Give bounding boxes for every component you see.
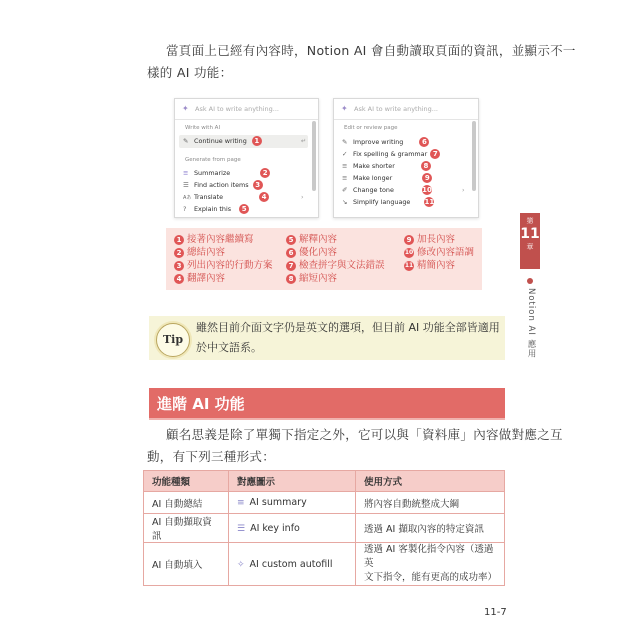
legend-item: 11 精簡內容	[404, 260, 456, 271]
improve-icon: ✎	[342, 138, 348, 146]
menu-item-improve: ✎ Improve writing 6	[342, 137, 429, 148]
legend-item: 5 解釋內容	[286, 234, 337, 246]
feature-table	[143, 470, 505, 586]
menu-item-summarize: ≡ Summarize 2	[183, 168, 270, 179]
legend-item: 10 修改內容語調	[404, 247, 475, 258]
table-row	[144, 543, 505, 586]
tip-text: 雖然目前介面文字仍是英文的選項，但目前 AI 功能全部皆適用於中文語系。	[196, 321, 500, 354]
number-badge: 5	[239, 204, 249, 214]
legend-item: 1 接著內容繼續寫	[174, 234, 254, 246]
menu-item-simplify: ↘ Simplify language 11	[342, 198, 435, 206]
translate-icon: Aあ	[183, 195, 192, 201]
menu-item-translate: Aあ Translate 4 ›	[183, 192, 269, 203]
column-header: 功能種類	[144, 471, 229, 492]
number-badge: 11	[424, 198, 435, 206]
feature-icon-cell: ≡ AI summary	[229, 492, 356, 514]
menu-item-continue: ✎ Continue writing 1 ↵	[183, 137, 307, 145]
section-underline	[149, 418, 505, 420]
list-icon: ☰	[183, 181, 189, 189]
column-header: 使用方式	[356, 471, 505, 492]
intro-line-2: 樣的 AI 功能：	[147, 65, 233, 80]
number-badge: 3	[253, 180, 263, 190]
number-badge: 7	[430, 149, 440, 159]
ask-ai-input: ✦ Ask AI to write anything...	[334, 99, 478, 120]
intro-line-1: 當頁面上已經有內容時，Notion AI 會自動讀取頁面的資訊，並顯示不一	[166, 43, 576, 58]
pen-icon: ✎	[183, 137, 189, 145]
sparkle-icon: ✧	[237, 559, 245, 570]
ai-menu-screenshot-left	[174, 98, 319, 218]
number-badge: 9	[422, 173, 432, 183]
legend-item: 2 總結內容	[174, 247, 225, 259]
feature-type: AI 自動總結	[144, 492, 229, 514]
longer-icon: ≡	[342, 174, 348, 182]
sparkle-icon: ✦	[182, 104, 189, 113]
legend-item: 9 加長內容	[404, 234, 455, 246]
feature-type: AI 自動填入	[144, 543, 229, 586]
ask-ai-input: ✦ Ask AI to write anything...	[175, 99, 318, 120]
table-row	[144, 514, 505, 543]
ai-menu-screenshot-right	[333, 98, 479, 218]
menu-item-shorter: ≡ Make shorter 8	[342, 161, 431, 172]
feature-usage: 將內容自動統整成大綱	[356, 492, 505, 514]
shorter-icon: ≡	[342, 162, 348, 170]
number-badge: 8	[421, 161, 431, 171]
feature-type: AI 自動擷取資訊	[144, 514, 229, 543]
page-number: 11-7	[484, 607, 507, 618]
tip-icon: Tip	[156, 323, 190, 357]
menu-item-change-tone: ✐ Change tone 10 ›	[342, 186, 465, 194]
enter-icon: ↵	[301, 137, 307, 145]
menu-item-explain: ? Explain this 5	[183, 204, 249, 215]
number-badge: 10	[422, 186, 432, 194]
legend-item: 6 優化內容	[286, 247, 337, 259]
check-icon: ✓	[342, 150, 348, 158]
feature-legend	[166, 228, 482, 290]
feature-usage: 透過 AI 擷取內容的特定資訊	[356, 514, 505, 543]
number-badge: 1	[252, 136, 262, 146]
table-row	[144, 492, 505, 514]
chevron-right-icon: ›	[301, 193, 304, 201]
legend-item: 7 檢查拼字與文法錯誤	[286, 260, 385, 272]
simplify-icon: ↘	[342, 198, 348, 206]
body-line-1: 顧名思義是除了單獨下指定之外，它可以與「資料庫」內容做對應之互	[166, 427, 563, 442]
feature-usage: 透過 AI 客製化指令內容（透過英 文下指令，能有更高的成功率）	[356, 543, 505, 586]
menu-item-longer: ≡ Make longer 9	[342, 173, 432, 184]
chevron-right-icon: ›	[462, 186, 465, 194]
number-badge: 2	[260, 168, 270, 178]
section-label: Generate from page	[185, 157, 241, 163]
legend-item: 3 列出內容的行動方案	[174, 260, 273, 272]
chapter-title: Notion AI 應用	[526, 288, 536, 359]
scrollbar	[312, 121, 316, 191]
summary-icon: ≡	[237, 498, 245, 508]
column-header: 對應圖示	[229, 471, 356, 492]
body-line-2: 動，有下列三種形式：	[147, 449, 276, 464]
scrollbar	[472, 121, 476, 191]
sparkle-icon: ✦	[341, 104, 348, 113]
number-badge: 6	[419, 137, 429, 147]
section-label: Write with AI	[185, 125, 221, 131]
feature-icon-cell: ☰ AI key info	[229, 514, 356, 543]
menu-item-fix-spelling: ✓ Fix spelling & grammar 7	[342, 149, 440, 160]
feature-icon-cell: ✧ AI custom autofill	[229, 543, 356, 586]
table-header-row	[144, 471, 505, 492]
question-icon: ?	[183, 205, 187, 213]
summary-icon: ≡	[183, 169, 189, 177]
section-heading: 進階 AI 功能	[149, 388, 505, 418]
legend-item: 4 翻譯內容	[174, 273, 225, 285]
number-badge: 4	[259, 192, 269, 202]
tone-icon: ✐	[342, 186, 348, 194]
list-icon: ☰	[237, 523, 246, 534]
section-label: Edit or review page	[344, 125, 398, 131]
chapter-tab: 第 11 章	[520, 213, 540, 269]
legend-item: 8 縮短內容	[286, 273, 337, 285]
menu-item-find-action: ☰ Find action items 3	[183, 180, 263, 191]
chapter-dot	[527, 278, 533, 284]
